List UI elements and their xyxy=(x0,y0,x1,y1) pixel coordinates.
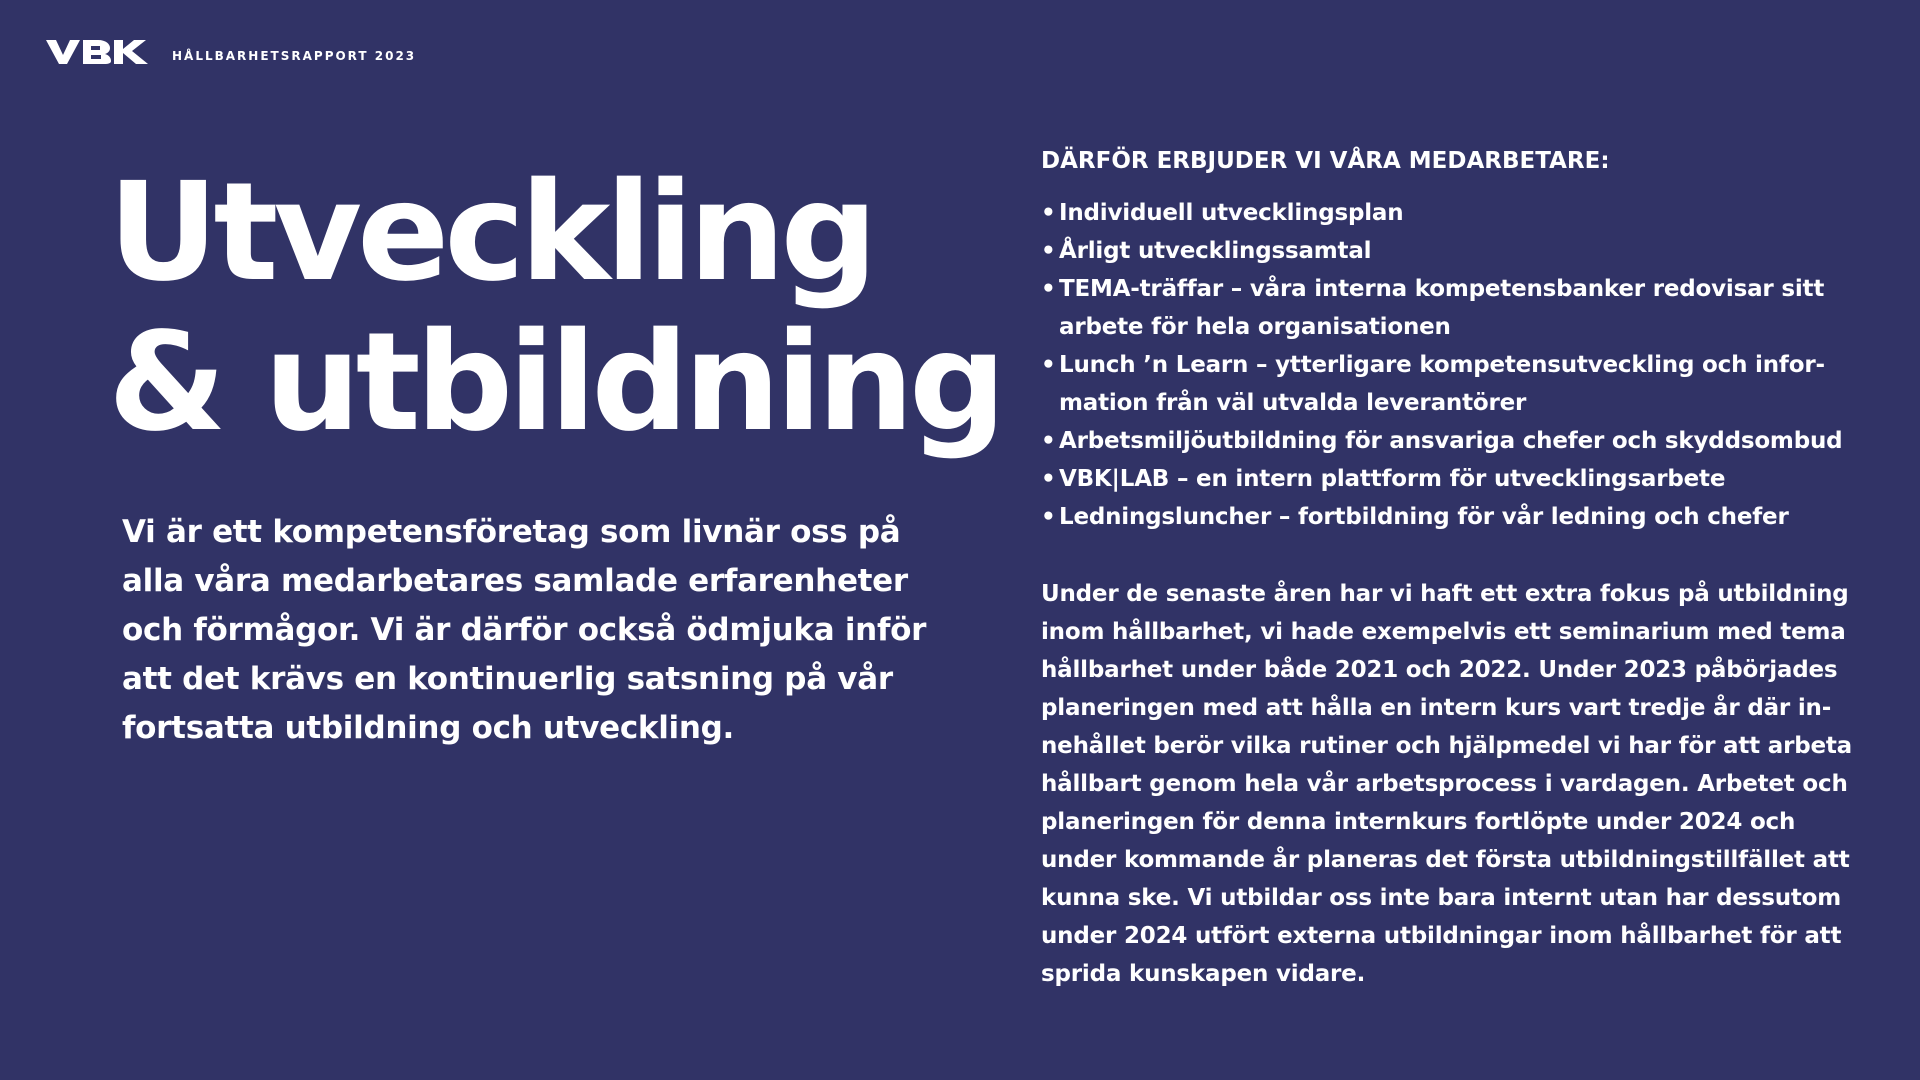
page-title xyxy=(108,154,1002,462)
list-item xyxy=(1041,498,1861,536)
bullet-icon: • xyxy=(1041,276,1056,302)
intro-text: Vi är ett kompetensföretag som livnär oss på alla våra medarbetares samlade erfarenheter och förmågor. Vi är därför också ödmjuka inför att det krävs en kontinuerlig satsning på vår fortsatta utbildning och utveckling. xyxy=(122,514,927,746)
report-label: HÅLLBARHETSRAPPORT 2023 xyxy=(172,49,417,63)
bullet-icon: • xyxy=(1041,200,1056,226)
page-title-line-2: & utbildning xyxy=(108,304,1002,462)
list-item-text: Arbetsmiljöutbildning för ansvariga chefer och skyddsombud xyxy=(1059,428,1843,454)
list-item xyxy=(1041,422,1861,460)
benefits-heading: DÄRFÖR ERBJUDER VI VÅRA MEDARBETARE: xyxy=(1041,148,1610,174)
list-item-text: VBK|LAB – en intern plattform för utvecklingsarbete xyxy=(1059,466,1726,492)
body-paragraph: Under de senaste åren har vi haft ett extra fokus på utbildning inom hållbarhet, vi hade exempelvis ett seminarium med tema hållbarhet under både 2021 och 2022. Under 2023 påbörjades planeringen med att hålla en intern kurs vart tredje år där in-nehållet berör vilka rutiner och hjälpmedel vi har för att arbeta hållbart genom hela vår arbetsprocess i vardagen. Arbetet och planeringen för denna internkurs fortlöpte under 2024 och under kommande år planeras det första utbildningstillfället att kunna ske. Vi utbildar oss inte bara internt utan har dessutom under 2024 utfört externa utbildningar inom hållbarhet för att sprida kunskapen vidare. xyxy=(1041,581,1853,987)
bullet-icon: • xyxy=(1041,504,1056,530)
bullet-icon: • xyxy=(1041,466,1056,492)
list-item xyxy=(1041,270,1861,346)
page-header xyxy=(46,38,416,66)
bullet-icon: • xyxy=(1041,428,1056,454)
list-item xyxy=(1041,346,1861,422)
list-item-text: Årligt utvecklingssamtal xyxy=(1059,238,1372,264)
bullet-icon: • xyxy=(1041,352,1056,378)
list-item xyxy=(1041,194,1861,232)
list-item xyxy=(1041,232,1861,270)
list-item-text: Individuell utvecklingsplan xyxy=(1059,200,1404,226)
list-item-text: Ledningsluncher – fortbildning för vår ledning och chefer xyxy=(1059,504,1789,530)
list-item-text: Lunch ’n Learn – ytterligare kompetensutveckling och infor-mation från väl utvalda leverantörer xyxy=(1059,352,1825,416)
list-item xyxy=(1041,460,1861,498)
benefits-list xyxy=(1041,194,1861,536)
bullet-icon: • xyxy=(1041,238,1056,264)
vbk-logo xyxy=(46,38,150,66)
page-title-line-1: Utveckling xyxy=(108,154,873,312)
list-item-text: TEMA-träffar – våra interna kompetensbanker redovisar sitt arbete för hela organisationen xyxy=(1059,276,1825,340)
vbk-logo-mark xyxy=(46,38,150,66)
right-column xyxy=(1041,142,1861,993)
